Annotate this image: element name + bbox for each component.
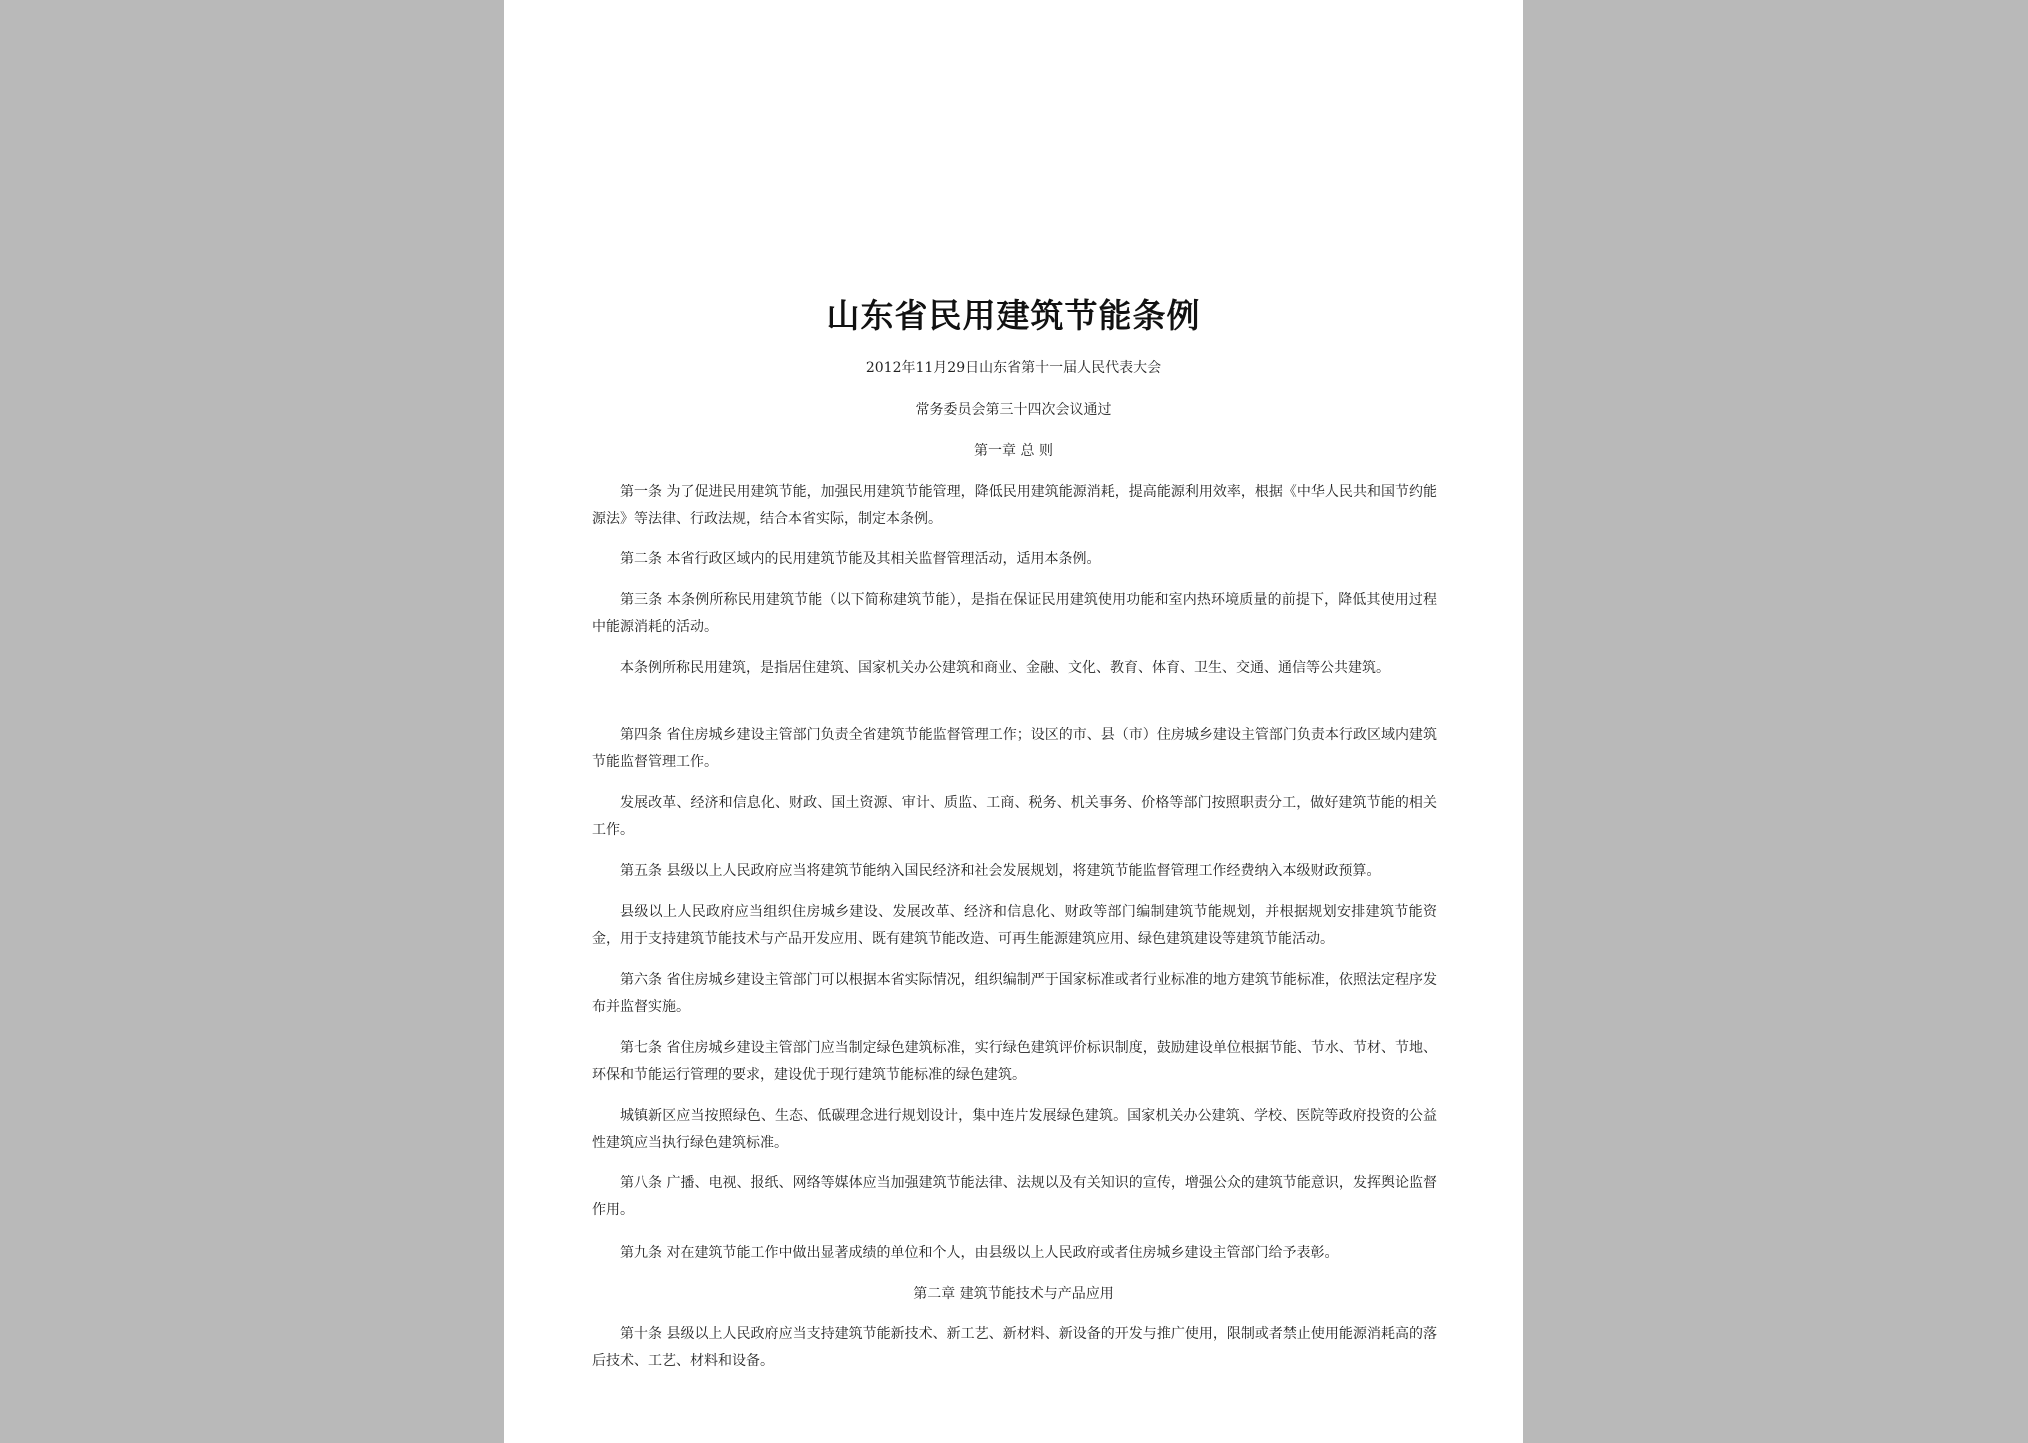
- adoption-note-line2: 常务委员会第三十四次会议通过: [915, 402, 1112, 418]
- article-paragraph: 县级以上人民政府应当组织住房城乡建设、发展改革、经济和信息化、财政等部门编制建筑节能规划，并根据规划安排建筑节能资金，用于支持建筑节能技术与产品开发应用、既有建筑节能改造、可再生能源建筑应用、绿色建筑建设等建筑节能活动。: [592, 904, 1437, 947]
- article-paragraph: 第七条 省住房城乡建设主管部门应当制定绿色建筑标准，实行绿色建筑评价标识制度，鼓励建设单位根据节能、节水、节材、节地、环保和节能运行管理的要求，建设优于现行建筑节能标准的绿色建筑。: [592, 1040, 1437, 1083]
- document-page: [504, 0, 1523, 1443]
- article-paragraph: 第八条 广播、电视、报纸、网络等媒体应当加强建筑节能法律、法规以及有关知识的宣传，增强公众的建筑节能意识，发挥舆论监督作用。: [592, 1175, 1437, 1218]
- article-paragraph: 城镇新区应当按照绿色、生态、低碳理念进行规划设计，集中连片发展绿色建筑。国家机关办公建筑、学校、医院等政府投资的公益性建筑应当执行绿色建筑标准。: [592, 1108, 1437, 1151]
- article-paragraph: 第五条 县级以上人民政府应当将建筑节能纳入国民经济和社会发展规划，将建筑节能监督管理工作经费纳入本级财政预算。: [620, 863, 1381, 879]
- document-title: 山东省民用建筑节能条例: [826, 296, 1201, 335]
- chapter-heading-1: 第一章 总 则: [974, 443, 1053, 459]
- article-paragraph: 第三条 本条例所称民用建筑节能（以下简称建筑节能），是指在保证民用建筑使用功能和室内热环境质量的前提下，降低其使用过程中能源消耗的活动。: [592, 592, 1437, 635]
- article-paragraph: 第二条 本省行政区域内的民用建筑节能及其相关监督管理活动，适用本条例。: [620, 551, 1101, 567]
- article-paragraph: 第四条 省住房城乡建设主管部门负责全省建筑节能监督管理工作；设区的市、县（市）住房城乡建设主管部门负责本行政区域内建筑节能监督管理工作。: [592, 727, 1437, 770]
- chapter-heading-2: 第二章 建筑节能技术与产品应用: [913, 1286, 1114, 1302]
- article-paragraph: 第一条 为了促进民用建筑节能，加强民用建筑节能管理，降低民用建筑能源消耗，提高能源利用效率，根据《中华人民共和国节约能源法》等法律、行政法规，结合本省实际，制定本条例。: [592, 484, 1437, 527]
- article-paragraph: 第六条 省住房城乡建设主管部门可以根据本省实际情况，组织编制严于国家标准或者行业标准的地方建筑节能标准，依照法定程序发布并监督实施。: [592, 972, 1437, 1015]
- article-paragraph: 发展改革、经济和信息化、财政、国土资源、审计、质监、工商、税务、机关事务、价格等部门按照职责分工，做好建筑节能的相关工作。: [592, 795, 1437, 838]
- adoption-note-line1: 2012年11月29日山东省第十一届人民代表大会: [865, 360, 1162, 376]
- article-paragraph: 第十条 县级以上人民政府应当支持建筑节能新技术、新工艺、新材料、新设备的开发与推广使用，限制或者禁止使用能源消耗高的落后技术、工艺、材料和设备。: [592, 1326, 1437, 1369]
- article-paragraph: 第九条 对在建筑节能工作中做出显著成绩的单位和个人，由县级以上人民政府或者住房城乡建设主管部门给予表彰。: [620, 1245, 1339, 1261]
- article-paragraph: 本条例所称民用建筑，是指居住建筑、国家机关办公建筑和商业、金融、文化、教育、体育、卫生、交通、通信等公共建筑。: [620, 660, 1390, 676]
